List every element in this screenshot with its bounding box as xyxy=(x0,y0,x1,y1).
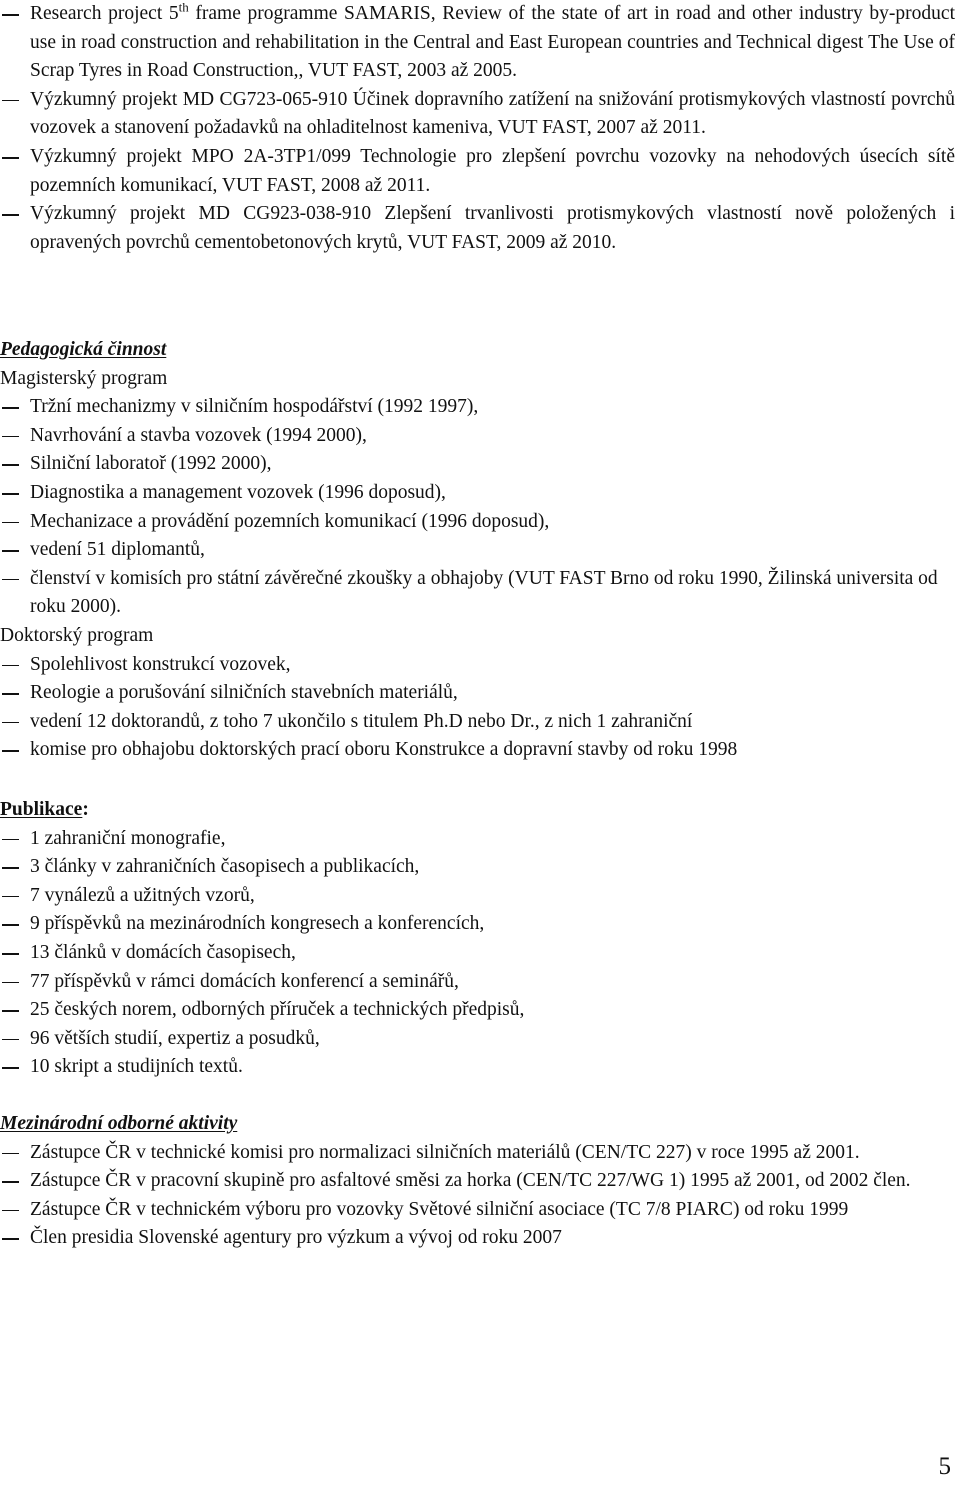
dash-bullet-icon xyxy=(2,1010,19,1012)
page-number: 5 xyxy=(938,1453,951,1480)
dash-bullet-icon xyxy=(2,1210,19,1212)
research-item-text: Research project 5th frame programme SAMARIS, Review of the state of art in road and other industry by-product use in road construction and rehabilitation in the Central and East European countries and Technical digest The Use of Scrap Tyres in Road Construction,, VUT FAST, 2003 až 2005. xyxy=(30,0,955,82)
list-item: komise pro obhajobu doktorských prací oboru Konstrukce a dopravní stavby od roku 1998 xyxy=(0,736,955,765)
list-item: Silniční laboratoř (1992 2000), xyxy=(0,450,955,479)
dash-bullet-icon xyxy=(2,214,19,216)
list-item: 7 vynálezů a užitných vzorů, xyxy=(0,882,955,911)
dash-bullet-icon xyxy=(2,953,19,955)
dash-bullet-icon xyxy=(2,436,19,438)
list-item: Člen presidia Slovenské agentury pro výzkum a vývoj od roku 2007 xyxy=(0,1224,955,1253)
dash-bullet-icon xyxy=(2,867,19,869)
dash-bullet-icon xyxy=(2,722,19,724)
dash-bullet-icon xyxy=(2,924,19,926)
list-item: Navrhování a stavba vozovek (1994 2000), xyxy=(0,422,955,451)
list-item xyxy=(0,143,955,200)
list-item: Spolehlivost konstrukcí vozovek, xyxy=(0,651,955,680)
dash-bullet-icon xyxy=(2,839,19,841)
publications-list xyxy=(0,825,955,1082)
list-item: 3 články v zahraničních časopisech a publikacích, xyxy=(0,853,955,882)
dash-bullet-icon xyxy=(2,1039,19,1041)
masters-program-list xyxy=(0,393,955,622)
teaching-heading: Pedagogická činnost xyxy=(0,339,167,360)
international-activities-list xyxy=(0,1139,955,1253)
dash-bullet-icon xyxy=(2,693,19,695)
list-item: vedení 51 diplomantů, xyxy=(0,536,955,565)
list-item: členství v komisích pro státní závěrečné zkoušky a obhajoby (VUT FAST Brno od roku 1990, Žilinská universita od roku 2000). xyxy=(0,565,955,622)
list-item: vedení 12 doktorandů, z toho 7 ukončilo s titulem Ph.D nebo Dr., z nich 1 zahraniční xyxy=(0,708,955,737)
doctoral-program-list xyxy=(0,651,955,765)
dash-bullet-icon xyxy=(2,1153,19,1155)
dash-bullet-icon xyxy=(2,14,19,16)
list-item: 10 skript a studijních textů. xyxy=(0,1053,955,1082)
list-item: Mechanizace a provádění pozemních komunikací (1996 doposud), xyxy=(0,508,955,537)
publications-heading-colon: : xyxy=(82,799,89,820)
research-projects-section xyxy=(0,0,955,257)
list-item: 1 zahraniční monografie, xyxy=(0,825,955,854)
dash-bullet-icon xyxy=(2,1067,19,1069)
research-item-text: Výzkumný projekt MPO 2A-3TP1/099 Technologie pro zlepšení povrchu vozovky na nehodových úsecích sítě pozemních komunikací, VUT FAST, 2008 až 2011. xyxy=(30,145,955,196)
list-item: 96 větších studií, expertiz a posudků, xyxy=(0,1025,955,1054)
dash-bullet-icon xyxy=(2,522,19,524)
research-item-text: Výzkumný projekt MD CG723-065-910 Účinek dopravního zatížení na snižování protismykových vlastností povrchů vozovek a stanovení požadavků na ohladitelnost kameniva, VUT FAST, 2007 až 2011. xyxy=(30,88,955,139)
list-item: Zástupce ČR v technickém výboru pro vozovky Světové silniční asociace (TC 7/8 PIARC) od roku 1999 xyxy=(0,1196,955,1225)
dash-bullet-icon xyxy=(2,665,19,667)
dash-bullet-icon xyxy=(2,1238,19,1240)
dash-bullet-icon xyxy=(2,896,19,898)
dash-bullet-icon xyxy=(2,579,19,581)
doctoral-program-label: Doktorský program xyxy=(0,624,154,646)
dash-bullet-icon xyxy=(2,493,19,495)
list-item: Zástupce ČR v pracovní skupině pro asfaltové směsi za horka (CEN/TC 227/WG 1) 1995 až 2001, od 2002 člen. xyxy=(0,1167,955,1196)
dash-bullet-icon xyxy=(2,982,19,984)
publications-heading: Publikace xyxy=(0,799,83,820)
international-heading: Mezinárodní odborné aktivity xyxy=(0,1113,238,1134)
dash-bullet-icon xyxy=(2,1181,19,1183)
list-item: Diagnostika a management vozovek (1996 doposud), xyxy=(0,479,955,508)
research-projects-list xyxy=(0,0,955,257)
publications-section xyxy=(0,796,955,1082)
list-item: 9 příspěvků na mezinárodních kongresech a konferencích, xyxy=(0,910,955,939)
international-activities-section xyxy=(0,1110,955,1253)
list-item xyxy=(0,86,955,143)
masters-program-label: Magisterský program xyxy=(0,367,168,389)
research-item-text: Výzkumný projekt MD CG923-038-910 Zlepšení trvanlivosti protismykových vlastností nově položených i opravených povrchů cementobetonových krytů, VUT FAST, 2009 až 2010. xyxy=(30,203,955,253)
dash-bullet-icon xyxy=(2,407,19,409)
dash-bullet-icon xyxy=(2,550,19,552)
list-item: 13 článků v domácích časopisech, xyxy=(0,939,955,968)
list-item: Tržní mechanizmy v silničním hospodářství (1992 1997), xyxy=(0,393,955,422)
dash-bullet-icon xyxy=(2,100,19,102)
list-item: 25 českých norem, odborných příruček a technických předpisů, xyxy=(0,996,955,1025)
list-item xyxy=(0,200,955,257)
list-item xyxy=(0,0,955,86)
publications-heading-row xyxy=(0,796,955,825)
list-item: 77 příspěvků v rámci domácích konferencí a seminářů, xyxy=(0,968,955,997)
list-item: Zástupce ČR v technické komisi pro normalizaci silničních materiálů (CEN/TC 227) v roce 1995 až 2001. xyxy=(0,1139,955,1168)
teaching-section xyxy=(0,336,955,765)
dash-bullet-icon xyxy=(2,464,19,466)
list-item: Reologie a porušování silničních stavebních materiálů, xyxy=(0,679,955,708)
dash-bullet-icon xyxy=(2,750,19,752)
dash-bullet-icon xyxy=(2,157,19,159)
